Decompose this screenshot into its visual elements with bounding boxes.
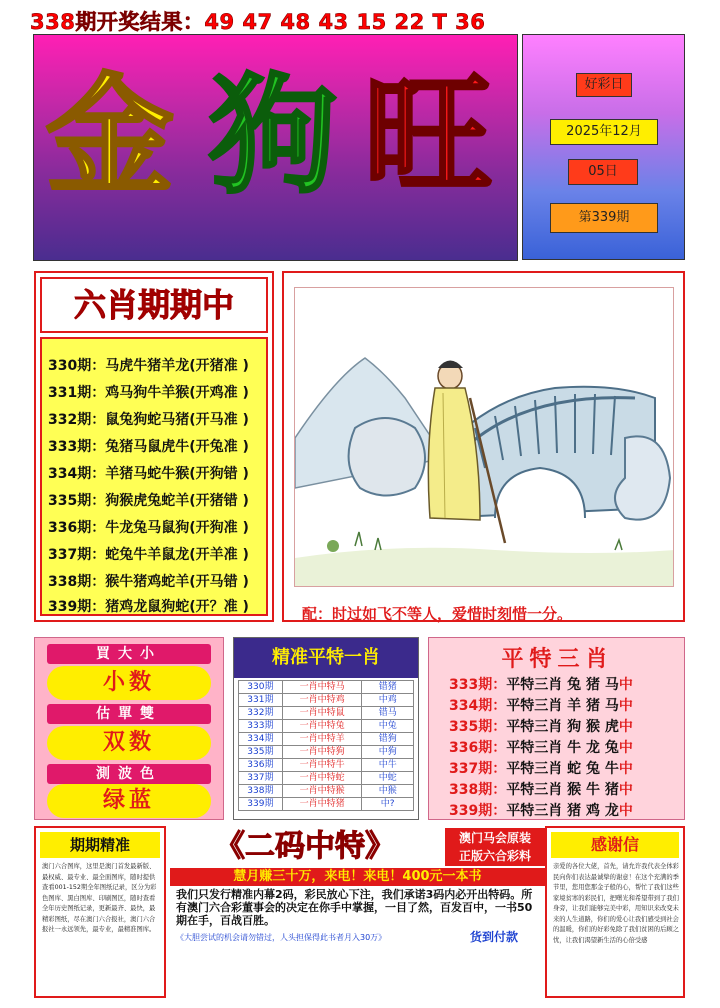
illustration-box: [282, 271, 685, 622]
list-item: 335期：狗猴虎兔蛇羊(开猪错 ): [48, 493, 249, 509]
thank-you-text: 亲爱的各位大佬，首先，请允许我代表全体彩民向你们表达最诚挚的谢意！在这个充满的季节里，您用您那金子般的心，帮忙了我们这些家境贫寒的彩民们，把曙光和希望带到了我们身旁，让我们能够完美中彩，用知识来改变未来的人生道路，你们的爱心让我们感受到社会的温暖，你们的好彩免除了我们贫困的后顾之忧，让我们渴望新生活的心倍受感: [553, 863, 679, 944]
accuracy-text: 澳门六合图库，这里是澳门首发最新版、最权威、最专业、最全面图库，随时提供查看001-152期全年图纸记录，区分为彩色图库、黑白图库、印刷图区，随时查看全年历史图纸记录，更新最齐、最快，最精彩图纸，尽在澳门六合报社，澳门六合报社一永远领先，最专业，最精准图库。: [42, 863, 157, 933]
prediction-cell: 一肖中特狗: [282, 746, 362, 759]
precise-one-zodiac-heading: 精准平特一肖: [234, 638, 418, 678]
list-item: 339期：猪鸡龙鼠狗蛇(开？准 ): [48, 599, 249, 615]
list-item: 338期：猴牛猪鸡蛇羊(开马错 ): [48, 574, 249, 590]
prediction-cell: 一肖中特鼠: [282, 707, 362, 720]
issue-cell: 330期: [239, 681, 283, 694]
six-zodiac-box: [34, 271, 274, 622]
cash-on-delivery-label: 货到付款: [470, 930, 519, 944]
list-item: [449, 800, 633, 820]
list-item: 333期：兔猪马鼠虎牛(开兔准 ): [48, 439, 249, 455]
precise-one-zodiac-box: [233, 637, 419, 820]
table-row: [239, 772, 414, 785]
issue-cell: 338期: [239, 785, 283, 798]
list-item: 330期：马虎牛猪羊龙(开猪准 ): [48, 358, 249, 374]
original-material-line-2: 正版六合彩料: [458, 849, 531, 863]
list-item: 337期：蛇兔牛羊鼠龙(开羊准 ): [48, 547, 249, 563]
result-cell: 中兔: [362, 720, 414, 733]
list-item: 331期：鸡马狗牛羊猴(开鸡准 ): [48, 385, 249, 401]
three-zodiac-box: [428, 637, 685, 820]
table-row: [239, 746, 414, 759]
ad-fineprint: 《大胆尝试的机会请勿错过，人头担保得此书者月入30万》: [176, 933, 387, 942]
parity-label: 估單雙: [47, 704, 211, 724]
precise-one-zodiac-table: [238, 680, 414, 811]
issue-cell: 331期: [239, 694, 283, 707]
issue-label: 333期：: [449, 677, 507, 693]
hit-mark: 中: [618, 677, 633, 693]
list-item: [449, 779, 633, 799]
result-cell: 错猪: [362, 681, 414, 694]
lucky-day-label: 好彩日: [576, 73, 632, 97]
list-item: 336期：牛龙兔马鼠狗(开狗准 ): [48, 520, 249, 536]
size-value: 小数: [47, 666, 211, 700]
result-cell: 中?: [362, 798, 414, 811]
title-char-prosper: 旺: [364, 62, 493, 211]
zodiac-text: 平特三肖 羊 猪 马: [506, 698, 619, 714]
draw-result-text: 338期开奖结果：49 47 48 43 15 22 T 36: [30, 10, 486, 34]
issue-cell: 334期: [239, 733, 283, 746]
prediction-cell: 一肖中特鸡: [282, 694, 362, 707]
two-number-ad: [170, 826, 545, 998]
date-day-label: 05日: [568, 159, 638, 185]
hit-mark: 中: [618, 698, 633, 714]
issue-label: 336期：: [449, 740, 507, 756]
zodiac-text: 平特三肖 牛 龙 兔: [506, 740, 619, 756]
issue-cell: 333期: [239, 720, 283, 733]
result-cell: 中鸡: [362, 694, 414, 707]
prediction-cell: 一肖中特羊: [282, 733, 362, 746]
issue-cell: 332期: [239, 707, 283, 720]
issue-cell: 335期: [239, 746, 283, 759]
result-cell: 错狗: [362, 733, 414, 746]
result-cell: 错马: [362, 707, 414, 720]
size-label: 買大小: [47, 644, 211, 664]
list-item: [449, 674, 633, 694]
issue-number-label: 第339期: [550, 203, 658, 233]
table-row: [239, 785, 414, 798]
date-panel: [522, 34, 685, 260]
accuracy-heading: 期期精准: [40, 832, 160, 858]
zodiac-text: 平特三肖 猪 鸡 龙: [506, 803, 619, 819]
issue-cell: 336期: [239, 759, 283, 772]
accuracy-panel: [34, 826, 166, 998]
table-row: [239, 720, 414, 733]
issue-label: 339期：: [449, 803, 507, 819]
hit-mark: 中: [618, 740, 633, 756]
issue-label: 338期：: [449, 782, 507, 798]
table-row: [239, 733, 414, 746]
six-zodiac-heading: 六肖期期中: [40, 277, 268, 333]
issue-cell: 337期: [239, 772, 283, 785]
hit-mark: 中: [618, 761, 633, 777]
price-banner: 慧月赚三十万，来电！来电！400元一本书: [170, 868, 545, 886]
issue-label: 335期：: [449, 719, 507, 735]
thank-you-letter-panel: [545, 826, 685, 998]
list-item: 332期：鼠兔狗蛇马猪(开马准 ): [48, 412, 249, 428]
list-item: [449, 758, 633, 778]
masthead-banner: [33, 34, 518, 261]
list-item: [449, 695, 633, 715]
prediction-cell: 一肖中特牛: [282, 759, 362, 772]
result-cell: 中猴: [362, 785, 414, 798]
issue-label: 337期：: [449, 761, 507, 777]
table-row: [239, 798, 414, 811]
zodiac-text: 平特三肖 猴 牛 猪: [506, 782, 619, 798]
original-material-line-1: 澳门马会原装: [458, 831, 531, 845]
hit-mark: 中: [618, 719, 633, 735]
zodiac-text: 平特三肖 兔 猪 马: [506, 677, 619, 693]
hit-mark: 中: [618, 782, 633, 798]
parity-value: 双数: [47, 726, 211, 760]
title-char-gold: 金: [46, 62, 175, 211]
issue-label: 334期：: [449, 698, 507, 714]
issue-cell: 339期: [239, 798, 283, 811]
title-char-dog: 狗: [209, 62, 338, 211]
table-row: [239, 759, 414, 772]
result-cell: 中牛: [362, 759, 414, 772]
list-item: 334期：羊猪马蛇牛猴(开狗错 ): [48, 466, 249, 482]
zodiac-text: 平特三肖 狗 猴 虎: [506, 719, 619, 735]
color-label: 測波色: [47, 764, 211, 784]
original-material-heading: [445, 828, 545, 866]
scholar-illustration-svg: [295, 288, 674, 587]
list-item: [449, 737, 633, 757]
prediction-cell: 一肖中特马: [282, 681, 362, 694]
two-number-title: 《二码中特》: [170, 828, 440, 866]
result-cell: 中狗: [362, 746, 414, 759]
list-item: [449, 716, 633, 736]
zodiac-text: 平特三肖 蛇 兔 牛: [506, 761, 619, 777]
date-month-label: 2025年12月: [550, 119, 658, 145]
table-row: [239, 694, 414, 707]
table-row: [239, 707, 414, 720]
table-row: [239, 681, 414, 694]
prediction-cell: 一肖中特猴: [282, 785, 362, 798]
color-value: 绿蓝: [47, 784, 211, 818]
size-parity-color-box: [34, 637, 224, 820]
scholar-illustration: [294, 287, 674, 587]
ad-paragraph: 我们只发行精准内幕2码，彩民放心下注，我们承诺3码内必开出特码。所有澳门六合彩董事会的决定在你手中掌握，一目了然，百发百中，一书50期在手，百战百胜。: [176, 888, 533, 927]
prediction-cell: 一肖中特兔: [282, 720, 362, 733]
three-zodiac-heading: 平特三肖: [501, 647, 614, 672]
illustration-caption: 配：时过如飞不等人，爱惜时刻惜一分。: [302, 605, 573, 623]
six-zodiac-list: [40, 337, 268, 616]
thank-you-heading: 感谢信: [551, 832, 679, 858]
hit-mark: 中: [618, 803, 633, 819]
prediction-cell: 一肖中特猪: [282, 798, 362, 811]
result-cell: 中蛇: [362, 772, 414, 785]
prediction-cell: 一肖中特蛇: [282, 772, 362, 785]
